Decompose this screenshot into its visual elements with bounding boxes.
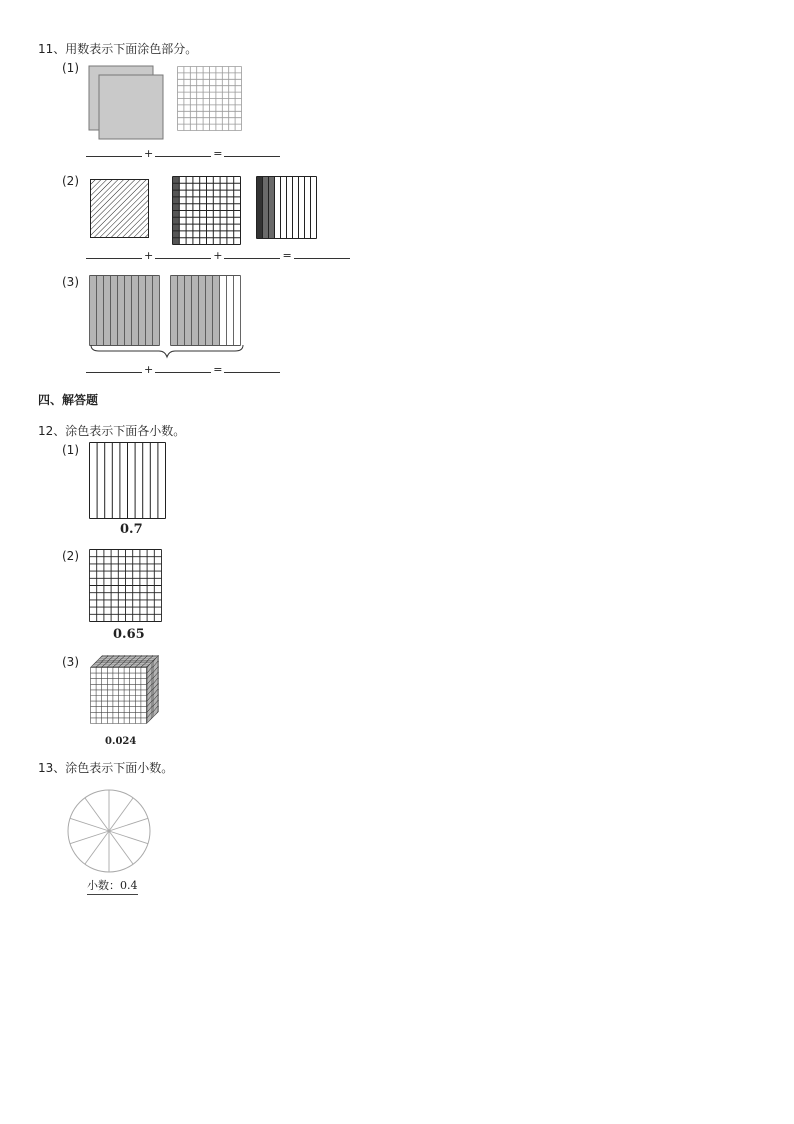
q12-part1-label: (1) — [62, 443, 79, 457]
q11-part3-strip-squares — [89, 275, 249, 359]
equals-sign: = — [282, 249, 292, 262]
answer-blank[interactable] — [294, 248, 350, 259]
q11-part3-equation — [86, 362, 280, 376]
answer-blank[interactable] — [155, 362, 211, 373]
answer-blank[interactable] — [155, 248, 211, 259]
q13-title: 13、涂色表示下面小数。 — [38, 761, 174, 775]
answer-blank[interactable] — [224, 146, 280, 157]
plus-sign: + — [144, 147, 154, 160]
q12-part3-value: 0.024 — [105, 736, 137, 747]
plus-sign: + — [144, 363, 154, 376]
q12-part2-label: (2) — [62, 549, 79, 563]
q11-part2-tenths-strips — [256, 176, 318, 240]
q12-part3-label: (3) — [62, 655, 79, 669]
answer-blank[interactable] — [86, 248, 142, 259]
q11-part2-hundred-grid — [172, 176, 242, 242]
q12-part2-value: 0.65 — [113, 627, 145, 642]
answer-blank[interactable] — [155, 146, 211, 157]
section-title: 四、解答题 — [38, 393, 99, 407]
q11-part2-equation — [86, 248, 350, 262]
q11-part1-equation — [86, 146, 280, 160]
q12-part1-value: 0.7 — [120, 522, 143, 537]
equals-sign: = — [213, 363, 223, 376]
q11-part1-hundred-grid — [177, 66, 243, 132]
q12-part2-hundred-grid[interactable] — [89, 549, 163, 623]
q13-caption: 小数：0.4 — [87, 877, 138, 895]
q11-part3-label: (3) — [62, 275, 79, 289]
q11-part1-stacked-squares — [88, 64, 168, 140]
q11-part1-label: (1) — [62, 61, 79, 75]
answer-blank[interactable] — [224, 362, 280, 373]
answer-blank[interactable] — [224, 248, 280, 259]
q12-title: 12、涂色表示下面各小数。 — [38, 424, 186, 438]
q11-part2-hatched-square — [90, 179, 150, 239]
answer-blank[interactable] — [86, 146, 142, 157]
plus-sign: + — [144, 249, 154, 262]
q11-part2-label: (2) — [62, 174, 79, 188]
q13-circle-tenths[interactable] — [66, 788, 152, 874]
plus-sign: + — [213, 249, 223, 262]
equals-sign: = — [213, 147, 223, 160]
q12-part1-tenths-square[interactable] — [89, 442, 167, 520]
q11-title: 11、用数表示下面涂色部分。 — [38, 42, 198, 56]
q12-part3-thousand-cube[interactable] — [90, 655, 160, 733]
answer-blank[interactable] — [86, 362, 142, 373]
